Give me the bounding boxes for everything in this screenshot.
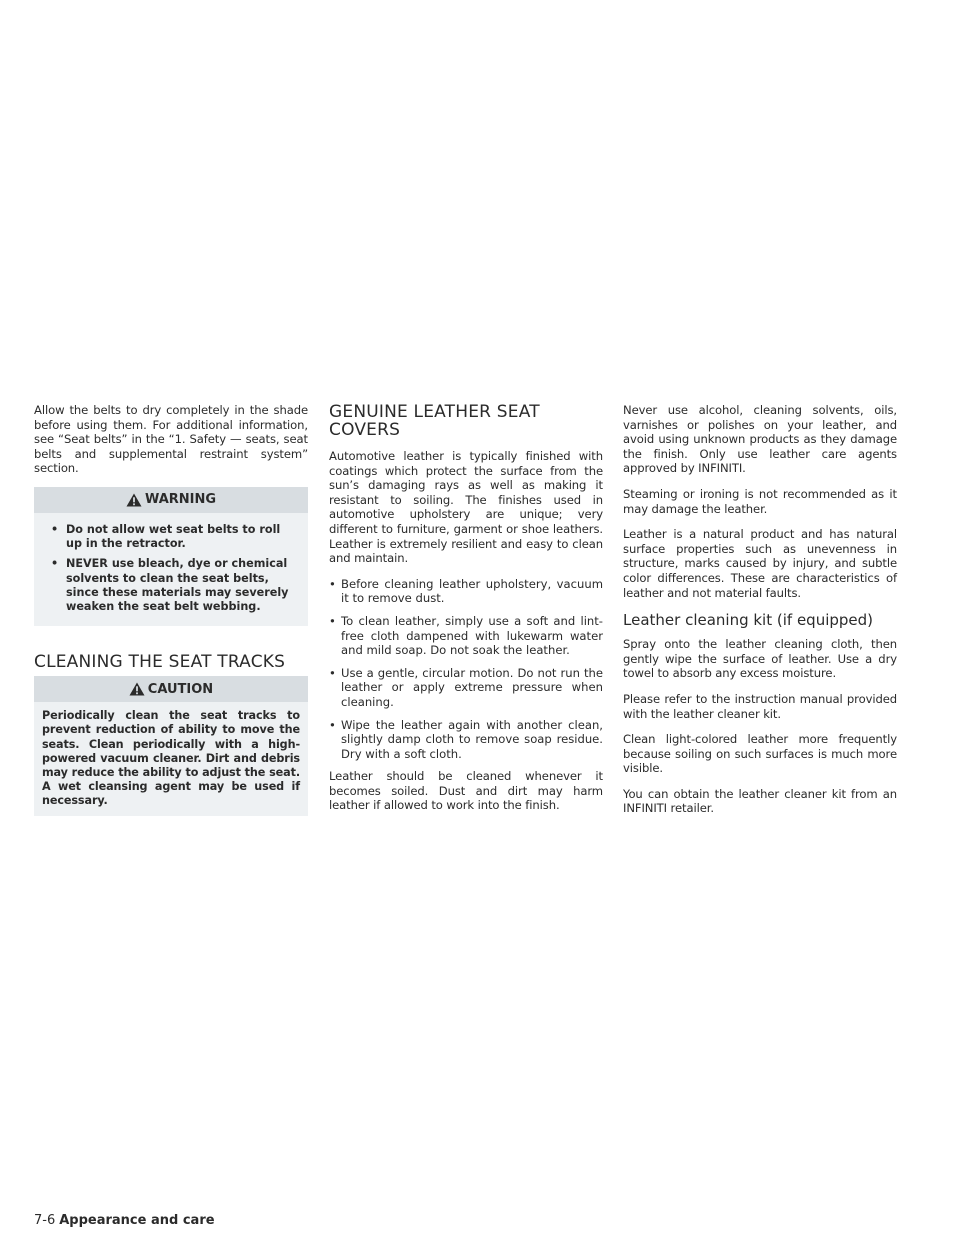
cleaning-kit-heading: Leather cleaning kit (if equipped) <box>623 611 874 630</box>
page-footer <box>34 1213 215 1228</box>
leather-avoid-paragraph: Never use alcohol, cleaning solvents, oils, varnishes or polishes on your leather, and avoid using unknown products as they damage the finish. Only use leather care agents approved by INFINITI. <box>623 403 897 476</box>
warning-header <box>34 487 308 513</box>
column-left <box>34 403 308 816</box>
warning-label: WARNING <box>144 492 217 508</box>
warning-triangle-icon <box>126 493 142 507</box>
leather-intro-paragraph: Automotive leather is typically finished with coatings which protect the surface from the sun’s damaging rays as well as making it resistant to soiling. The finishes used in automotive upholstery are unique; very different to furniture, garment or shoe leathers. Leather is extremely resilient and easy to clean and maintain. <box>329 449 603 566</box>
bullet-dot: • <box>329 717 336 732</box>
section-title: Appearance and care <box>59 1213 215 1228</box>
warning-item: • Do not allow wet seat belts to roll up in the retractor. <box>51 522 281 551</box>
retailer-paragraph: You can obtain the leather cleaner kit from an INFINITI retailer. <box>623 786 897 816</box>
bullet-dot: • <box>329 613 336 628</box>
warning-box <box>34 487 308 626</box>
bullet-dot: • <box>329 576 336 591</box>
natural-product-paragraph: Leather is a natural product and has natural surface properties such as unevenness in structure, marks caused by injury, and subtle color differences. These are characteristics of leather and not material faults. <box>623 527 897 600</box>
leather-bullet: • To clean leather, simply use a soft and lint-free cloth dampened with lukewarm water and mild soap. Do not soak the leather. <box>329 613 603 658</box>
warning-body <box>34 513 308 626</box>
bullet-dot: • <box>329 665 336 680</box>
caution-box <box>34 676 308 815</box>
bullet-dot: • <box>51 557 59 571</box>
warning-item: • NEVER use bleach, dye or chemical solvents to clean the seat belts, since these materials may severely weaken the seat belt webbing. <box>51 557 289 613</box>
steaming-paragraph: Steaming or ironing is not recommended as it may damage the leather. <box>623 486 897 516</box>
caution-triangle-icon <box>129 682 145 696</box>
manual-paragraph: Please refer to the instruction manual provided with the leather cleaner kit. <box>623 691 897 721</box>
caution-header <box>34 676 308 702</box>
seat-tracks-heading: CLEANING THE SEAT TRACKS <box>34 652 286 673</box>
leather-bullet: • Use a gentle, circular motion. Do not run the leather or apply extreme pressure when cleaning. <box>329 665 603 709</box>
bullet-dot: • <box>51 522 59 536</box>
leather-outro-paragraph: Leather should be cleaned whenever it becomes soiled. Dust and dirt may harm leather if allowed to work into the finish. <box>329 769 603 813</box>
leather-bullet: • Before cleaning leather upholstery, vacuum it to remove dust. <box>329 576 603 606</box>
leather-bullet: • Wipe the leather again with another clean, slightly damp cloth to remove soap residue. Dry with a soft cloth. <box>329 717 603 761</box>
leather-section-heading: GENUINE LEATHER SEAT COVERS <box>329 402 540 440</box>
belt-drying-paragraph: Allow the belts to dry completely in the shade before using them. For additional information, see “Seat belts” in the “1. Safety — seats, seat belts and supplemental restraint system” section. <box>34 403 308 476</box>
spray-paragraph: Spray onto the leather cleaning cloth, then gently wipe the surface of leather. Use a dry towel to absorb any excess moisture. <box>623 637 897 681</box>
light-leather-paragraph: Clean light-colored leather more frequently because soiling on such surfaces is much more visible. <box>623 732 897 776</box>
column-right <box>623 403 897 827</box>
caution-text: Periodically clean the seat tracks to prevent reduction of ability to move the seats. Clean periodically with a high-powered vacuum cleaner. Dirt and debris may reduce the ability to adjust the seat. A wet cleansing agent may be used if necessary. <box>42 709 300 808</box>
caution-label: CAUTION <box>147 681 214 697</box>
caution-body <box>34 702 308 815</box>
page-number: 7-6 <box>34 1213 56 1228</box>
column-middle <box>329 403 603 824</box>
